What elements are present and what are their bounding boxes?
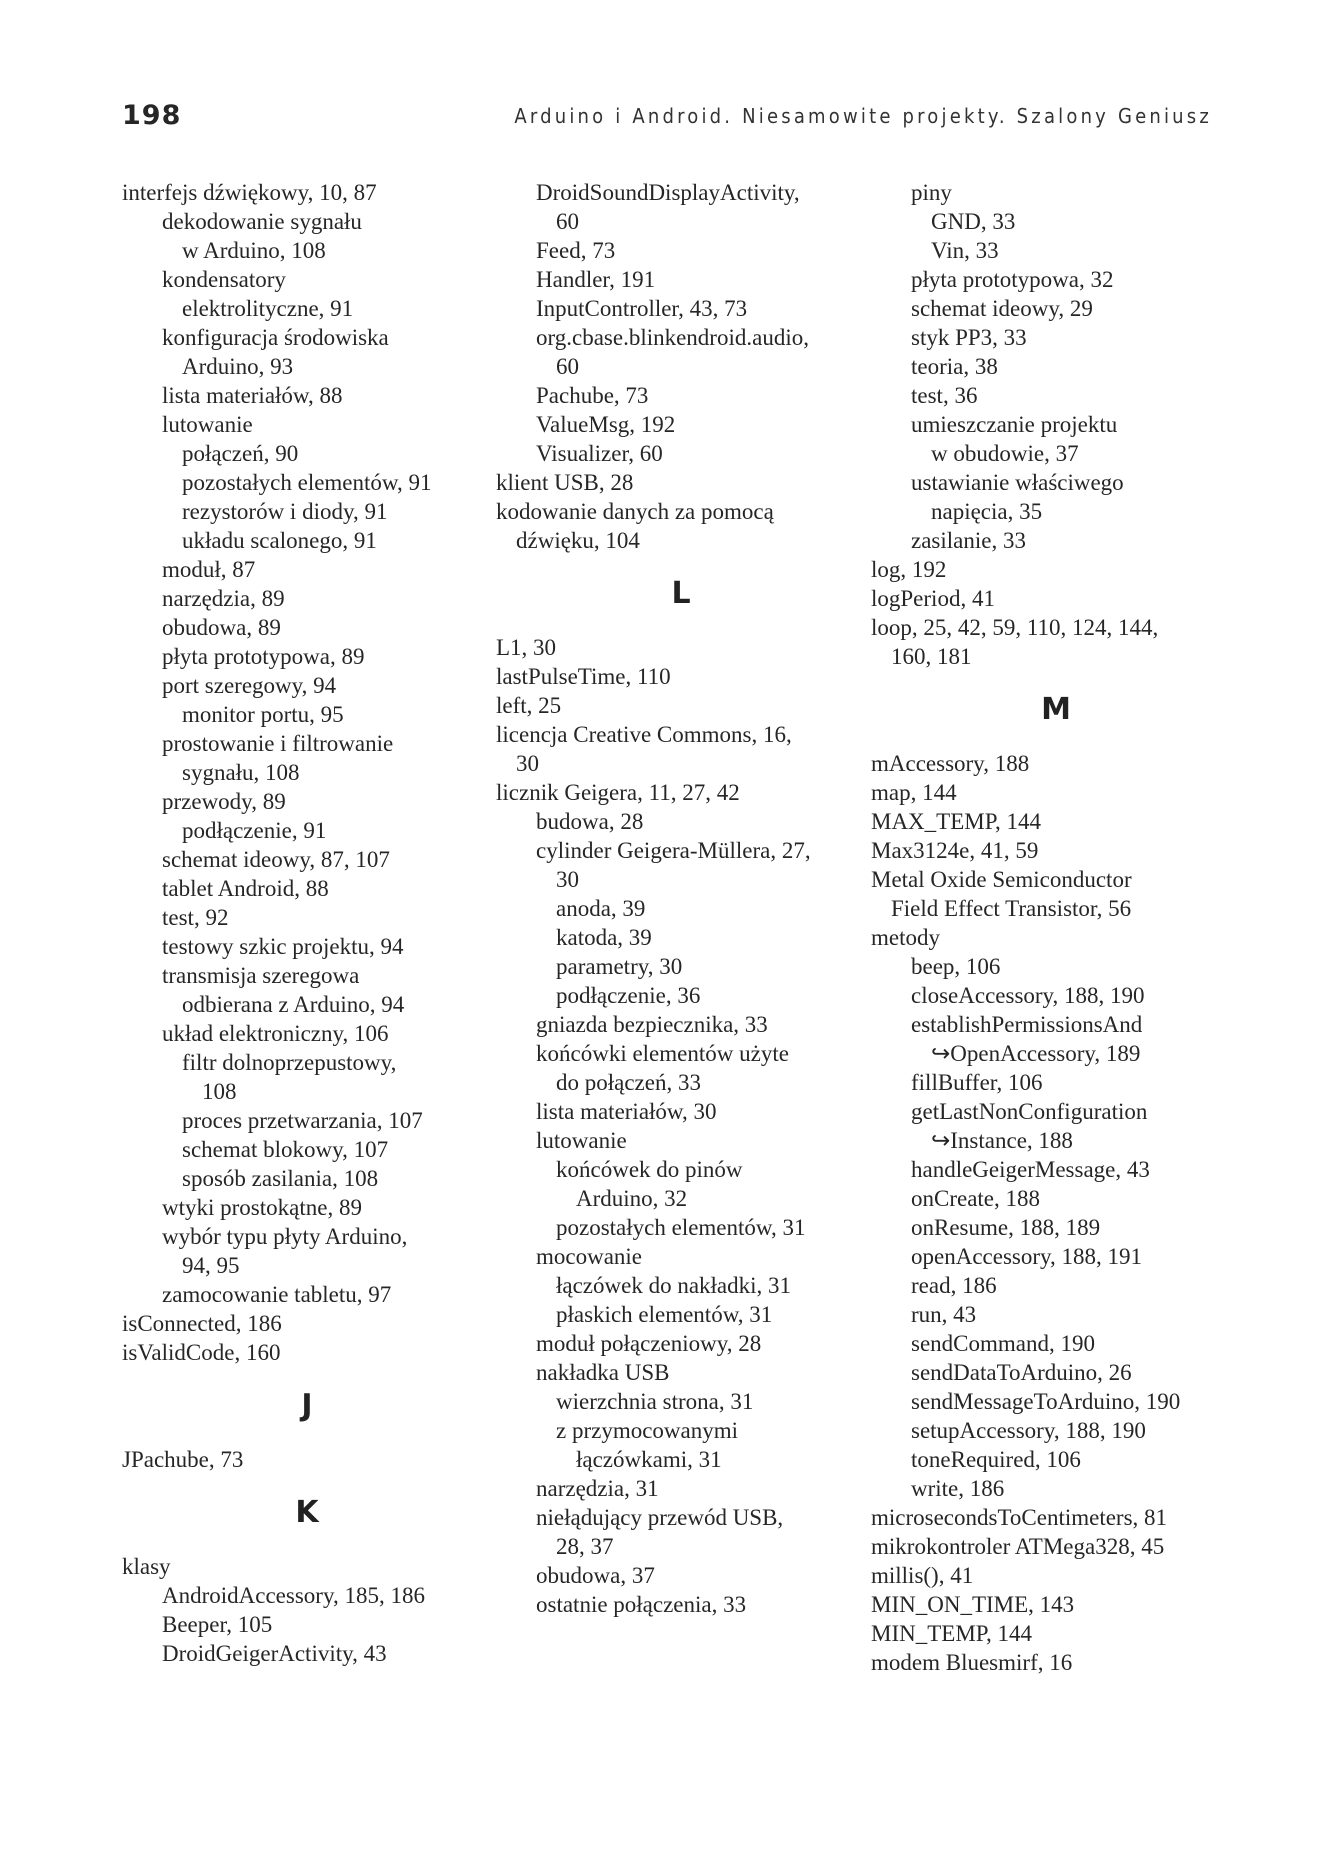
index-subentry: wierzchnia strona, 31	[556, 1389, 754, 1414]
index-subentry: łączówek do nakładki, 31	[556, 1273, 792, 1298]
index-subentry: narzędzia, 31	[536, 1476, 659, 1501]
index-subentry: 30	[556, 867, 579, 892]
index-subentry: zamocowanie tabletu, 97	[162, 1282, 392, 1307]
index-entry: mikrokontroler ATMega328, 45	[871, 1534, 1165, 1559]
running-title: Arduino i Android. Niesamowite projekty. Szalony Geniusz	[514, 104, 1212, 128]
index-subentry: handleGeigerMessage, 43	[911, 1157, 1150, 1182]
index-subentry: układu scalonego, 91	[182, 528, 377, 553]
index-subentry: podłączenie, 91	[182, 818, 327, 843]
index-subentry: do połączeń, 33	[556, 1070, 701, 1095]
index-subentry: 28, 37	[556, 1534, 614, 1559]
index-column-2	[496, 178, 866, 1619]
index-subentry: filtr dolnoprzepustowy,	[182, 1050, 397, 1075]
index-subentry: Vin, 33	[931, 238, 999, 263]
index-entry: loop, 25, 42, 59, 110, 124, 144,	[871, 615, 1159, 640]
index-subentry: połączeń, 90	[182, 441, 299, 466]
index-subentry: z przymocowanymi	[556, 1418, 739, 1443]
index-entry: microsecondsToCentimeters, 81	[871, 1505, 1168, 1530]
index-subentry: Handler, 191	[536, 267, 656, 292]
index-subentry: pozostałych elementów, 91	[182, 470, 432, 495]
index-subentry: run, 43	[911, 1302, 977, 1327]
index-entry: isConnected, 186	[122, 1311, 282, 1336]
index-subentry: końcówek do pinów	[556, 1157, 743, 1182]
index-subentry: onCreate, 188	[911, 1186, 1041, 1211]
page-number: 198	[122, 100, 182, 131]
index-subentry: łączówkami, 31	[576, 1447, 722, 1472]
index-subentry: w Arduino, 108	[182, 238, 326, 263]
index-subentry: DroidGeigerActivity, 43	[162, 1641, 387, 1666]
index-entry: map, 144	[871, 780, 957, 805]
index-entry: licencja Creative Commons, 16,	[496, 722, 792, 747]
index-entry: klasy	[122, 1554, 171, 1579]
index-subentry: sendDataToArduino, 26	[911, 1360, 1132, 1385]
index-subentry: schemat blokowy, 107	[182, 1137, 389, 1162]
index-subentry: DroidSoundDisplayActivity,	[536, 180, 800, 205]
index-subentry: elektrolityczne, 91	[182, 296, 354, 321]
index-entry: klient USB, 28	[496, 470, 634, 495]
index-entry: MAX_TEMP, 144	[871, 809, 1041, 834]
index-subentry: styk PP3, 33	[911, 325, 1027, 350]
index-subentry: 94, 95	[182, 1253, 240, 1278]
index-subentry: moduł, 87	[162, 557, 256, 582]
index-subentry: Arduino, 32	[576, 1186, 688, 1211]
section-letter: K	[295, 1495, 319, 1530]
index-subentry: obudowa, 89	[162, 615, 281, 640]
index-subentry: katoda, 39	[556, 925, 652, 950]
index-subentry: ↪Instance, 188	[931, 1128, 1073, 1153]
index-entry: MIN_TEMP, 144	[871, 1621, 1033, 1646]
index-subentry: sendMessageToArduino, 190	[911, 1389, 1181, 1414]
index-column-1	[122, 178, 492, 1668]
index-entry: mAccessory, 188	[871, 751, 1030, 776]
index-subentry: gniazda bezpiecznika, 33	[536, 1012, 768, 1037]
index-subentry: 60	[556, 354, 579, 379]
index-subentry: nakładka USB	[536, 1360, 670, 1385]
index-entry: left, 25	[496, 693, 562, 718]
index-subentry: ustawianie właściwego	[911, 470, 1124, 495]
index-subentry: anoda, 39	[556, 896, 646, 921]
index-entry: Metal Oxide Semiconductor	[871, 867, 1132, 892]
index-subentry: umieszczanie projektu	[911, 412, 1118, 437]
index-subentry: schemat ideowy, 29	[911, 296, 1093, 321]
index-subentry: budowa, 28	[536, 809, 644, 834]
index-subentry: płyta prototypowa, 89	[162, 644, 365, 669]
index-subentry: płaskich elementów, 31	[556, 1302, 773, 1327]
index-entry: L1, 30	[496, 635, 557, 660]
index-subentry: beep, 106	[911, 954, 1001, 979]
index-entry: licznik Geigera, 11, 27, 42	[496, 780, 740, 805]
index-subentry: test, 36	[911, 383, 978, 408]
section-letter: J	[301, 1388, 313, 1423]
index-subentry: Pachube, 73	[536, 383, 649, 408]
index-entry: kodowanie danych za pomocą	[496, 499, 774, 524]
index-subentry: cylinder Geigera-Müllera, 27,	[536, 838, 811, 863]
index-entry: lastPulseTime, 110	[496, 664, 671, 689]
index-subentry: setupAccessory, 188, 190	[911, 1418, 1146, 1443]
index-subentry: openAccessory, 188, 191	[911, 1244, 1143, 1269]
section-letter: L	[671, 576, 691, 611]
index-subentry: Beeper, 105	[162, 1612, 273, 1637]
index-subentry: schemat ideowy, 87, 107	[162, 847, 390, 872]
index-subentry: parametry, 30	[556, 954, 683, 979]
index-subentry: write, 186	[911, 1476, 1005, 1501]
index-subentry: odbierana z Arduino, 94	[182, 992, 405, 1017]
index-subentry: ostatnie połączenia, 33	[536, 1592, 747, 1617]
index-subentry: w obudowie, 37	[931, 441, 1079, 466]
index-subentry: fillBuffer, 106	[911, 1070, 1043, 1095]
index-subentry: sposób zasilania, 108	[182, 1166, 379, 1191]
index-subentry: wybór typu płyty Arduino,	[162, 1224, 408, 1249]
index-subentry: 30	[516, 751, 539, 776]
index-subentry: dźwięku, 104	[516, 528, 640, 553]
index-subentry: testowy szkic projektu, 94	[162, 934, 404, 959]
index-subentry: transmisja szeregowa	[162, 963, 360, 988]
index-subentry: getLastNonConfiguration	[911, 1099, 1148, 1124]
index-subentry: konfiguracja środowiska	[162, 325, 389, 350]
index-subentry: 160, 181	[891, 644, 972, 669]
index-subentry: GND, 33	[931, 209, 1016, 234]
index-subentry: 60	[556, 209, 579, 234]
index-entry: Max3124e, 41, 59	[871, 838, 1039, 863]
index-entry: isValidCode, 160	[122, 1340, 281, 1365]
index-subentry: układ elektroniczny, 106	[162, 1021, 389, 1046]
index-subentry: przewody, 89	[162, 789, 286, 814]
index-subentry: końcówki elementów użyte	[536, 1041, 789, 1066]
index-entry: logPeriod, 41	[871, 586, 995, 611]
index-subentry: zasilanie, 33	[911, 528, 1026, 553]
index-subentry: establishPermissionsAnd	[911, 1012, 1143, 1037]
index-subentry: port szeregowy, 94	[162, 673, 337, 698]
index-subentry: płyta prototypowa, 32	[911, 267, 1114, 292]
index-entry: MIN_ON_TIME, 143	[871, 1592, 1075, 1617]
index-subentry: kondensatory	[162, 267, 286, 292]
index-subentry: sendCommand, 190	[911, 1331, 1095, 1356]
index-subentry: onResume, 188, 189	[911, 1215, 1101, 1240]
index-subentry: lutowanie	[536, 1128, 627, 1153]
index-entry: log, 192	[871, 557, 947, 582]
index-subentry: ValueMsg, 192	[536, 412, 676, 437]
index-subentry: wtyki prostokątne, 89	[162, 1195, 362, 1220]
index-subentry: rezystorów i diody, 91	[182, 499, 388, 524]
index-subentry: test, 92	[162, 905, 229, 930]
index-subentry: 108	[202, 1079, 237, 1104]
index-subentry: Field Effect Transistor, 56	[891, 896, 1132, 921]
page-header	[122, 100, 1212, 140]
index-subentry: lutowanie	[162, 412, 253, 437]
index-subentry: toneRequired, 106	[911, 1447, 1081, 1472]
index-subentry: InputController, 43, 73	[536, 296, 748, 321]
index-entry: interfejs dźwiękowy, 10, 87	[122, 180, 377, 205]
section-letter: M	[1041, 692, 1071, 727]
index-subentry: pozostałych elementów, 31	[556, 1215, 806, 1240]
index-subentry: mocowanie	[536, 1244, 643, 1269]
index-subentry: podłączenie, 36	[556, 983, 701, 1008]
index-subentry: closeAccessory, 188, 190	[911, 983, 1145, 1008]
index-subentry: moduł połączeniowy, 28	[536, 1331, 762, 1356]
index-subentry: Arduino, 93	[182, 354, 294, 379]
index-subentry: monitor portu, 95	[182, 702, 344, 727]
index-subentry: lista materiałów, 30	[536, 1099, 717, 1124]
index-subentry: niełądujący przewód USB,	[536, 1505, 784, 1530]
index-subentry: ↪OpenAccessory, 189	[931, 1041, 1141, 1066]
index-subentry: dekodowanie sygnału	[162, 209, 362, 234]
index-subentry: org.cbase.blinkendroid.audio,	[536, 325, 809, 350]
index-subentry: tablet Android, 88	[162, 876, 329, 901]
index-subentry: sygnału, 108	[182, 760, 300, 785]
index-subentry: Visualizer, 60	[536, 441, 663, 466]
index-column-3	[871, 178, 1241, 1677]
index-entry: millis(), 41	[871, 1563, 974, 1588]
index-subentry: lista materiałów, 88	[162, 383, 343, 408]
index-subentry: Feed, 73	[536, 238, 616, 263]
index-subentry: obudowa, 37	[536, 1563, 655, 1588]
index-subentry: narzędzia, 89	[162, 586, 285, 611]
index-subentry: prostowanie i filtrowanie	[162, 731, 394, 756]
index-subentry: proces przetwarzania, 107	[182, 1108, 423, 1133]
index-subentry: napięcia, 35	[931, 499, 1043, 524]
index-subentry: AndroidAccessory, 185, 186	[162, 1583, 425, 1608]
index-entry: metody	[871, 925, 940, 950]
index-subentry: read, 186	[911, 1273, 997, 1298]
index-entry: JPachube, 73	[122, 1447, 244, 1472]
index-subentry: teoria, 38	[911, 354, 998, 379]
index-subentry: piny	[911, 180, 952, 205]
index-entry: modem Bluesmirf, 16	[871, 1650, 1073, 1675]
